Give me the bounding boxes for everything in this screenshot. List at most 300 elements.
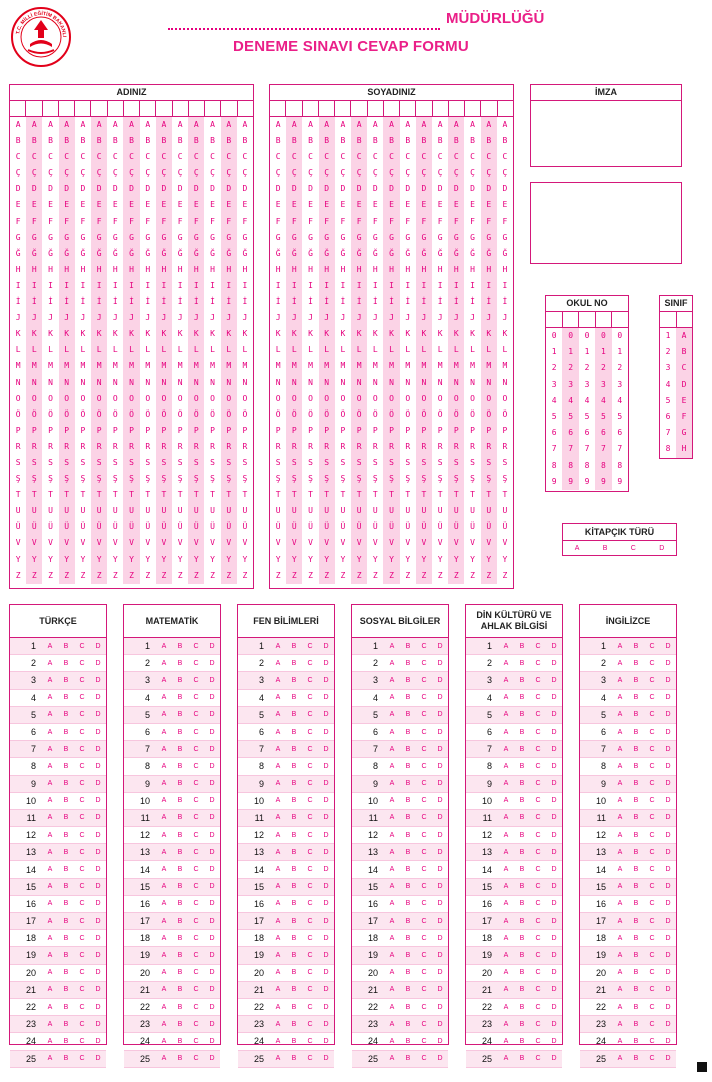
name-letter-bubble[interactable]: Ş	[26, 471, 42, 487]
surname-letter-bubble[interactable]: Ö	[502, 409, 508, 419]
surname-letter-bubble[interactable]: H	[351, 262, 367, 278]
answer-option-bubble[interactable]: A	[161, 848, 167, 856]
name-letter-bubble[interactable]: M	[145, 361, 151, 371]
name-letter-bubble[interactable]: L	[26, 342, 42, 358]
answer-option-bubble[interactable]: C	[421, 1037, 427, 1045]
answer-option-bubble[interactable]: C	[421, 934, 427, 942]
answer-option-bubble[interactable]: A	[503, 659, 509, 667]
name-letter-bubble[interactable]: L	[156, 342, 172, 358]
answer-option-bubble[interactable]: B	[405, 917, 411, 925]
surname-letter-bubble[interactable]: Y	[405, 554, 411, 564]
answer-option-bubble[interactable]: A	[617, 883, 623, 891]
answer-option-bubble[interactable]: C	[307, 883, 313, 891]
answer-option-bubble[interactable]: B	[291, 797, 297, 805]
surname-letter-bubble[interactable]: Ü	[481, 519, 497, 535]
name-letter-bubble[interactable]: Ş	[210, 474, 215, 484]
name-letter-bubble[interactable]: O	[91, 391, 107, 407]
surname-letter-bubble[interactable]: T	[319, 487, 335, 503]
answer-option-bubble[interactable]: A	[275, 642, 281, 650]
surname-letter-bubble[interactable]: E	[275, 200, 281, 210]
surname-letter-bubble[interactable]: V	[340, 538, 346, 548]
answer-option-bubble[interactable]: A	[617, 711, 623, 719]
answer-option-bubble[interactable]: C	[535, 831, 541, 839]
surname-letter-bubble[interactable]: A	[286, 117, 302, 133]
name-letter-bubble[interactable]: Ğ	[188, 246, 204, 262]
name-letter-bubble[interactable]: Z	[145, 570, 151, 580]
surname-letter-bubble[interactable]: A	[416, 117, 432, 133]
name-letter-bubble[interactable]: N	[188, 375, 204, 391]
answer-option-bubble[interactable]: C	[193, 848, 199, 856]
answer-option-bubble[interactable]: C	[193, 745, 199, 753]
name-letter-bubble[interactable]: U	[156, 503, 172, 519]
name-letter-bubble[interactable]: V	[91, 535, 107, 551]
name-letter-bubble[interactable]: Ü	[112, 522, 118, 532]
name-letter-bubble[interactable]: Ü	[26, 519, 42, 535]
surname-letter-bubble[interactable]: L	[437, 345, 443, 355]
answer-option-bubble[interactable]: A	[617, 1055, 623, 1063]
answer-option-bubble[interactable]: C	[535, 780, 541, 788]
name-letter-bubble[interactable]: E	[112, 200, 118, 210]
answer-option-bubble[interactable]: C	[535, 1020, 541, 1028]
name-letter-bubble[interactable]: J	[112, 313, 118, 323]
surname-letter-bubble[interactable]: İ	[351, 294, 367, 310]
name-letter-bubble[interactable]: İ	[48, 297, 53, 307]
surname-letter-bubble[interactable]: Z	[437, 570, 443, 580]
answer-option-bubble[interactable]: C	[79, 883, 85, 891]
name-letter-bubble[interactable]: D	[210, 184, 215, 194]
surname-letter-bubble[interactable]: Ç	[286, 165, 302, 181]
answer-option-bubble[interactable]: A	[161, 934, 167, 942]
surname-letter-bubble[interactable]: V	[470, 538, 475, 548]
name-letter-bubble[interactable]: R	[177, 441, 183, 451]
surname-letter-bubble[interactable]: A	[437, 120, 443, 129]
surname-letter-bubble[interactable]: L	[405, 345, 411, 355]
answer-option-bubble[interactable]: D	[665, 1020, 671, 1028]
surname-letter-bubble[interactable]: J	[275, 313, 281, 323]
answer-option-bubble[interactable]: D	[95, 642, 101, 650]
answer-option-bubble[interactable]: A	[161, 866, 167, 874]
surname-write-box[interactable]	[498, 101, 513, 116]
answer-option-bubble[interactable]: D	[437, 1055, 443, 1063]
answer-option-bubble[interactable]: D	[437, 1037, 443, 1045]
surname-letter-bubble[interactable]: O	[319, 391, 335, 407]
answer-option-bubble[interactable]: A	[275, 934, 281, 942]
name-write-box[interactable]	[108, 101, 124, 116]
answer-option-bubble[interactable]: A	[275, 1055, 281, 1063]
answer-option-bubble[interactable]: C	[649, 831, 655, 839]
surname-letter-bubble[interactable]: Y	[275, 554, 281, 564]
answer-option-bubble[interactable]: D	[437, 814, 443, 822]
answer-option-bubble[interactable]: B	[177, 986, 183, 994]
name-letter-bubble[interactable]: G	[145, 232, 151, 242]
name-letter-bubble[interactable]: S	[221, 455, 237, 471]
name-letter-bubble[interactable]: F	[80, 216, 86, 226]
answer-option-bubble[interactable]: A	[275, 969, 281, 977]
surname-letter-bubble[interactable]: B	[340, 136, 346, 146]
surname-letter-bubble[interactable]: R	[372, 441, 378, 451]
name-letter-bubble[interactable]: F	[91, 214, 107, 230]
surname-write-boxes[interactable]	[270, 101, 513, 117]
answer-option-bubble[interactable]: D	[551, 1037, 557, 1045]
name-letter-bubble[interactable]: Y	[59, 552, 75, 568]
surname-letter-bubble[interactable]: A	[340, 120, 346, 129]
name-letter-bubble[interactable]: K	[145, 329, 151, 339]
name-letter-bubble[interactable]: İ	[177, 297, 183, 307]
school-no-digit-bubble[interactable]: 3	[562, 377, 578, 393]
surname-letter-bubble[interactable]: D	[351, 181, 367, 197]
answer-option-bubble[interactable]: C	[193, 762, 199, 770]
surname-letter-bubble[interactable]: İ	[319, 294, 335, 310]
surname-letter-bubble[interactable]: Ü	[470, 522, 475, 532]
surname-letter-bubble[interactable]: Y	[319, 552, 335, 568]
surname-letter-bubble[interactable]: A	[448, 117, 464, 133]
name-letter-bubble[interactable]: İ	[15, 297, 21, 307]
answer-option-bubble[interactable]: A	[503, 986, 509, 994]
surname-letter-bubble[interactable]: D	[319, 181, 335, 197]
name-letter-bubble[interactable]: Ç	[156, 165, 172, 181]
answer-option-bubble[interactable]: B	[519, 866, 525, 874]
school-no-digit-bubble[interactable]: 9	[562, 474, 578, 490]
name-letter-bubble[interactable]: J	[177, 313, 183, 323]
surname-letter-bubble[interactable]: İ	[275, 297, 281, 307]
surname-letter-bubble[interactable]: D	[470, 184, 475, 194]
name-letter-bubble[interactable]: P	[188, 423, 204, 439]
answer-option-bubble[interactable]: D	[551, 969, 557, 977]
name-letter-bubble[interactable]: Ü	[221, 519, 237, 535]
surname-letter-bubble[interactable]: K	[481, 326, 497, 342]
answer-option-bubble[interactable]: D	[437, 934, 443, 942]
name-letter-bubble[interactable]: R	[221, 439, 237, 455]
answer-option-bubble[interactable]: C	[307, 676, 313, 684]
name-letter-bubble[interactable]: T	[210, 490, 215, 500]
surname-letter-bubble[interactable]: Ş	[319, 471, 335, 487]
name-letter-bubble[interactable]: Ç	[221, 165, 237, 181]
surname-letter-bubble[interactable]: N	[286, 375, 302, 391]
class-write-box[interactable]	[660, 312, 677, 327]
surname-letter-bubble[interactable]: T	[448, 487, 464, 503]
surname-letter-bubble[interactable]: N	[481, 375, 497, 391]
answer-option-bubble[interactable]: D	[95, 934, 101, 942]
answer-option-bubble[interactable]: A	[161, 831, 167, 839]
surname-letter-bubble[interactable]: T	[470, 490, 475, 500]
surname-write-box[interactable]	[481, 101, 497, 116]
answer-option-bubble[interactable]: B	[633, 1003, 639, 1011]
surname-letter-bubble[interactable]: I	[308, 280, 313, 290]
answer-option-bubble[interactable]: C	[649, 866, 655, 874]
surname-letter-bubble[interactable]: H	[416, 262, 432, 278]
name-letter-bubble[interactable]: P	[210, 425, 215, 435]
surname-letter-bubble[interactable]: J	[372, 313, 378, 323]
name-letter-bubble[interactable]: R	[80, 441, 86, 451]
name-letter-bubble[interactable]: Z	[80, 570, 86, 580]
surname-letter-bubble[interactable]: T	[340, 490, 346, 500]
school-no-digit-bubble[interactable]: 9	[617, 476, 623, 486]
answer-option-bubble[interactable]: D	[95, 1055, 101, 1063]
name-letter-bubble[interactable]: J	[59, 310, 75, 326]
surname-letter-bubble[interactable]: D	[502, 184, 508, 194]
name-letter-bubble[interactable]: P	[80, 425, 86, 435]
answer-option-bubble[interactable]: A	[47, 1003, 53, 1011]
name-letter-bubble[interactable]: Ş	[123, 471, 139, 487]
answer-option-bubble[interactable]: C	[307, 986, 313, 994]
name-letter-bubble[interactable]: B	[242, 136, 248, 146]
class-grade-bubble[interactable]: 1	[665, 331, 671, 340]
surname-letter-bubble[interactable]: O	[481, 391, 497, 407]
answer-option-bubble[interactable]: B	[177, 694, 183, 702]
school-no-digit-bubble[interactable]: 3	[551, 379, 557, 389]
answer-option-bubble[interactable]: D	[323, 814, 329, 822]
surname-letter-bubble[interactable]: Ö	[351, 407, 367, 423]
answer-option-bubble[interactable]: B	[177, 711, 183, 719]
surname-letter-bubble[interactable]: Ç	[275, 168, 281, 178]
surname-letter-bubble[interactable]: R	[416, 439, 432, 455]
answer-option-bubble[interactable]: D	[665, 780, 671, 788]
surname-letter-bubble[interactable]: İ	[340, 297, 346, 307]
name-letter-bubble[interactable]: A	[242, 120, 248, 129]
answer-option-bubble[interactable]: A	[389, 711, 395, 719]
answer-option-bubble[interactable]: B	[633, 780, 639, 788]
name-letter-bubble[interactable]: B	[156, 133, 172, 149]
answer-option-bubble[interactable]: C	[79, 848, 85, 856]
surname-letter-bubble[interactable]: Ç	[351, 165, 367, 181]
answer-option-bubble[interactable]: A	[503, 1037, 509, 1045]
surname-letter-bubble[interactable]: V	[437, 538, 443, 548]
answer-option-bubble[interactable]: D	[437, 986, 443, 994]
answer-option-bubble[interactable]: D	[323, 986, 329, 994]
answer-option-bubble[interactable]: B	[291, 676, 297, 684]
school-no-digit-bubble[interactable]: 0	[584, 331, 590, 340]
answer-option-bubble[interactable]: C	[79, 659, 85, 667]
answer-option-bubble[interactable]: A	[503, 969, 509, 977]
name-letter-bubble[interactable]: K	[242, 329, 248, 339]
name-write-box[interactable]	[238, 101, 253, 116]
name-letter-bubble[interactable]: I	[91, 278, 107, 294]
answer-option-bubble[interactable]: B	[177, 1003, 183, 1011]
answer-option-bubble[interactable]: C	[421, 642, 427, 650]
name-letter-bubble[interactable]: S	[26, 455, 42, 471]
answer-option-bubble[interactable]: B	[63, 951, 69, 959]
answer-option-bubble[interactable]: D	[665, 745, 671, 753]
answer-option-bubble[interactable]: B	[63, 762, 69, 770]
name-letter-bubble[interactable]: T	[15, 490, 21, 500]
name-letter-bubble[interactable]: V	[210, 538, 215, 548]
answer-option-bubble[interactable]: D	[665, 762, 671, 770]
answer-option-bubble[interactable]: A	[47, 780, 53, 788]
answer-option-bubble[interactable]: C	[79, 711, 85, 719]
answer-option-bubble[interactable]: A	[161, 814, 167, 822]
answer-option-bubble[interactable]: A	[161, 728, 167, 736]
answer-option-bubble[interactable]: C	[535, 797, 541, 805]
name-letter-bubble[interactable]: M	[156, 358, 172, 374]
surname-letter-bubble[interactable]: Ü	[340, 522, 346, 532]
surname-letter-bubble[interactable]: I	[437, 280, 443, 290]
name-letter-bubble[interactable]: Ü	[123, 519, 139, 535]
name-letter-bubble[interactable]: H	[221, 262, 237, 278]
answer-option-bubble[interactable]: A	[47, 814, 53, 822]
name-letter-bubble[interactable]: K	[48, 329, 53, 339]
name-letter-bubble[interactable]: N	[80, 377, 86, 387]
answer-option-bubble[interactable]: A	[47, 642, 53, 650]
school-no-digit-bubble[interactable]: 7	[584, 444, 590, 454]
surname-letter-bubble[interactable]: Ü	[351, 519, 367, 535]
name-letter-bubble[interactable]: Ç	[188, 165, 204, 181]
name-letter-bubble[interactable]: I	[80, 280, 86, 290]
answer-option-bubble[interactable]: B	[519, 1003, 525, 1011]
answer-option-bubble[interactable]: B	[633, 883, 639, 891]
answer-option-bubble[interactable]: A	[389, 1020, 395, 1028]
answer-option-bubble[interactable]: C	[649, 1037, 655, 1045]
name-letter-bubble[interactable]: V	[80, 538, 86, 548]
surname-letter-bubble[interactable]: F	[319, 214, 335, 230]
school-no-digit-bubble[interactable]: 1	[551, 347, 557, 357]
answer-option-bubble[interactable]: D	[95, 1037, 101, 1045]
surname-letter-bubble[interactable]: Ğ	[448, 246, 464, 262]
answer-option-bubble[interactable]: A	[161, 659, 167, 667]
answer-option-bubble[interactable]: B	[177, 745, 183, 753]
name-write-box[interactable]	[173, 101, 189, 116]
name-letter-bubble[interactable]: K	[91, 326, 107, 342]
answer-option-bubble[interactable]: D	[437, 745, 443, 753]
name-letter-bubble[interactable]: Ş	[80, 474, 86, 484]
surname-letter-bubble[interactable]: I	[383, 278, 399, 294]
surname-letter-bubble[interactable]: D	[308, 184, 313, 194]
answer-option-bubble[interactable]: C	[307, 951, 313, 959]
answer-option-bubble[interactable]: C	[421, 969, 427, 977]
answer-option-bubble[interactable]: A	[503, 883, 509, 891]
name-letter-bubble[interactable]: P	[242, 425, 248, 435]
surname-letter-bubble[interactable]: G	[286, 230, 302, 246]
name-letter-bubble[interactable]: R	[188, 439, 204, 455]
name-letter-bubble[interactable]: B	[210, 136, 215, 146]
surname-letter-bubble[interactable]: N	[308, 377, 313, 387]
name-letter-bubble[interactable]: C	[48, 152, 53, 162]
answer-option-bubble[interactable]: D	[323, 659, 329, 667]
school-no-digit-bubble[interactable]: 6	[562, 425, 578, 441]
name-letter-bubble[interactable]: N	[59, 375, 75, 391]
answer-option-bubble[interactable]: D	[209, 694, 215, 702]
answer-option-bubble[interactable]: B	[405, 883, 411, 891]
name-letter-bubble[interactable]: Y	[188, 552, 204, 568]
surname-letter-bubble[interactable]: R	[319, 439, 335, 455]
name-letter-bubble[interactable]: O	[112, 393, 118, 403]
name-letter-bubble[interactable]: Y	[91, 552, 107, 568]
answer-option-bubble[interactable]: C	[535, 676, 541, 684]
name-letter-bubble[interactable]: P	[156, 423, 172, 439]
answer-option-bubble[interactable]: C	[307, 728, 313, 736]
answer-option-bubble[interactable]: D	[95, 831, 101, 839]
name-letter-bubble[interactable]: Y	[48, 554, 53, 564]
surname-letter-bubble[interactable]: Y	[308, 554, 313, 564]
answer-option-bubble[interactable]: C	[79, 1055, 85, 1063]
answer-option-bubble[interactable]: C	[649, 848, 655, 856]
surname-letter-bubble[interactable]: M	[319, 358, 335, 374]
surname-letter-bubble[interactable]: P	[437, 425, 443, 435]
answer-option-bubble[interactable]: D	[209, 1055, 215, 1063]
surname-letter-bubble[interactable]: U	[275, 506, 281, 516]
surname-write-box[interactable]	[449, 101, 465, 116]
class-branch-bubble[interactable]: H	[676, 441, 692, 457]
surname-letter-bubble[interactable]: G	[437, 232, 443, 242]
answer-option-bubble[interactable]: B	[63, 831, 69, 839]
surname-letter-bubble[interactable]: Ç	[383, 165, 399, 181]
surname-letter-bubble[interactable]: N	[437, 377, 443, 387]
answer-option-bubble[interactable]: D	[437, 676, 443, 684]
answer-option-bubble[interactable]: C	[79, 969, 85, 977]
answer-option-bubble[interactable]: A	[47, 866, 53, 874]
name-letter-bubble[interactable]: Ç	[80, 168, 86, 178]
answer-option-bubble[interactable]: B	[177, 1055, 183, 1063]
answer-option-bubble[interactable]: B	[291, 917, 297, 925]
name-letter-bubble[interactable]: Ü	[48, 522, 53, 532]
name-letter-bubble[interactable]: J	[242, 313, 248, 323]
surname-letter-bubble[interactable]: D	[448, 181, 464, 197]
name-letter-bubble[interactable]: İ	[123, 294, 139, 310]
answer-option-bubble[interactable]: D	[209, 814, 215, 822]
surname-letter-bubble[interactable]: H	[308, 264, 313, 274]
answer-option-bubble[interactable]: B	[291, 745, 297, 753]
answer-option-bubble[interactable]: B	[633, 728, 639, 736]
surname-letter-bubble[interactable]: O	[470, 393, 475, 403]
answer-option-bubble[interactable]: D	[665, 969, 671, 977]
name-letter-bubble[interactable]: Ş	[91, 471, 107, 487]
surname-letter-bubble[interactable]: J	[405, 313, 411, 323]
surname-letter-bubble[interactable]: L	[416, 342, 432, 358]
name-letter-bubble[interactable]: D	[221, 181, 237, 197]
answer-option-bubble[interactable]: C	[535, 969, 541, 977]
answer-option-bubble[interactable]: D	[209, 780, 215, 788]
answer-option-bubble[interactable]: D	[437, 917, 443, 925]
answer-option-bubble[interactable]: D	[323, 1020, 329, 1028]
answer-option-bubble[interactable]: B	[177, 1020, 183, 1028]
name-letter-bubble[interactable]: R	[15, 441, 21, 451]
surname-letter-bubble[interactable]: I	[286, 278, 302, 294]
answer-option-bubble[interactable]: B	[291, 694, 297, 702]
surname-letter-bubble[interactable]: E	[383, 197, 399, 213]
surname-letter-bubble[interactable]: Y	[416, 552, 432, 568]
name-letter-bubble[interactable]: H	[123, 262, 139, 278]
answer-option-bubble[interactable]: C	[79, 814, 85, 822]
answer-option-bubble[interactable]: C	[535, 934, 541, 942]
booklet-option-bubble[interactable]: A	[574, 545, 580, 552]
answer-option-bubble[interactable]: B	[63, 642, 69, 650]
answer-option-bubble[interactable]: A	[503, 951, 509, 959]
surname-letter-bubble[interactable]: A	[372, 120, 378, 129]
answer-option-bubble[interactable]: C	[79, 745, 85, 753]
answer-option-bubble[interactable]: A	[389, 814, 395, 822]
answer-option-bubble[interactable]: C	[307, 711, 313, 719]
surname-letter-bubble[interactable]: K	[405, 329, 411, 339]
answer-option-bubble[interactable]: B	[519, 780, 525, 788]
surname-letter-bubble[interactable]: O	[437, 393, 443, 403]
name-letter-bubble[interactable]: Ğ	[145, 248, 151, 258]
name-letter-bubble[interactable]: Z	[59, 568, 75, 584]
answer-option-bubble[interactable]: C	[307, 1003, 313, 1011]
surname-letter-bubble[interactable]: M	[416, 358, 432, 374]
surname-letter-bubble[interactable]: H	[286, 262, 302, 278]
name-letter-bubble[interactable]: U	[242, 506, 248, 516]
answer-option-bubble[interactable]: A	[161, 883, 167, 891]
surname-letter-bubble[interactable]: C	[351, 149, 367, 165]
name-letter-bubble[interactable]: Ç	[242, 168, 248, 178]
answer-option-bubble[interactable]: A	[47, 659, 53, 667]
name-letter-bubble[interactable]: J	[26, 310, 42, 326]
surname-letter-bubble[interactable]: Z	[308, 570, 313, 580]
answer-option-bubble[interactable]: D	[95, 676, 101, 684]
name-letter-bubble[interactable]: S	[91, 455, 107, 471]
answer-option-bubble[interactable]: C	[535, 1037, 541, 1045]
name-letter-bubble[interactable]: J	[210, 313, 215, 323]
class-branch-bubble[interactable]: D	[676, 377, 692, 393]
